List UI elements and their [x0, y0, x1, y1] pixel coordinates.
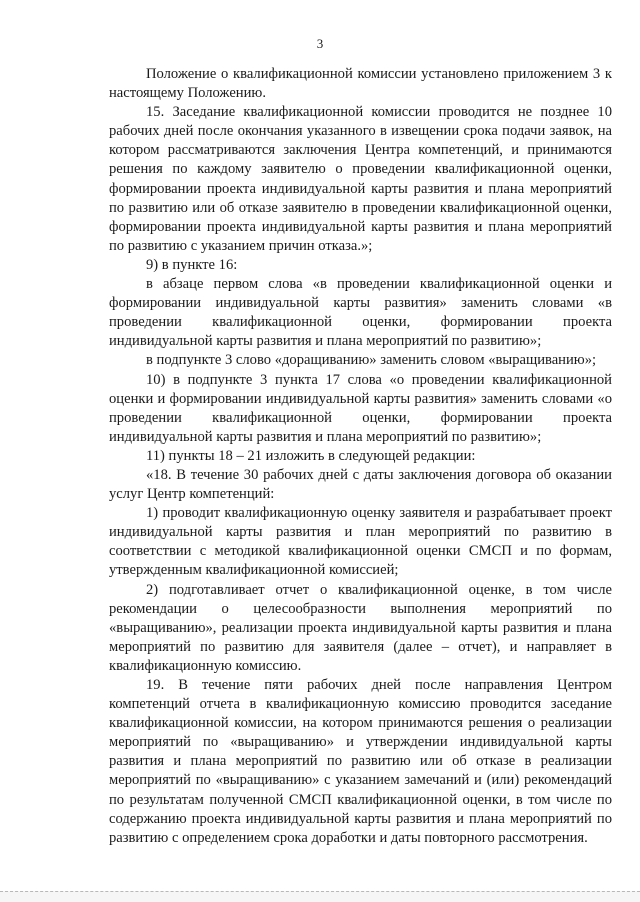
page-number: 3 [316, 36, 324, 51]
paragraph-amendment-9: 9) в пункте 16: [146, 256, 238, 273]
paragraph-clause-18: «18. В течение 30 рабочих дней с даты заключения договора об оказании услуг Центр компетенций: [109, 466, 612, 503]
paragraph-first-abzac: в абзаце первом слова «в проведении квалификационной оценки и формировании индивидуальной карты развития» заменить словами «в проведении квалификационной оценки, формировании проекта индивидуальной карты развития и плана мероприятий по развитию»; [109, 276, 612, 350]
document-body [109, 65, 612, 848]
paragraph-commission-regulation: Положение о квалификационной комиссии установлено приложением 3 к настоящему Положению. [109, 66, 612, 102]
paragraph-subclause-3: в подпункте 3 слово «доращиванию» заменить словом «выращиванию»; [146, 352, 597, 369]
paragraph-clause-18-item-1: 1) проводит квалификационную оценку заявителя и разрабатывает проект индивидуальной карты развития и план мероприятий по развитию в соответствии с методикой квалификационной оценки СМСП и по формам, утвержденным квалификационной комиссией; [109, 505, 612, 579]
paragraph-amendment-11: 11) пункты 18 – 21 изложить в следующей редакции: [146, 447, 476, 464]
paragraph-amendment-10: 10) в подпункте 3 пункта 17 слова «о проведении квалификационной оценки и формировании индивидуальной карты развития» заменить словами «о проведении квалификационной оценки, формировании проекта индивидуальной карты развития и плана мероприятий по развитию»; [109, 371, 612, 445]
scan-bottom-edge [0, 891, 640, 902]
paragraph-clause-19: 19. В течение пяти рабочих дней после направления Центром компетенций отчета в квалификационную комиссию проводится заседание квалификационной комиссии, на котором принимаются решения о реализации мероприятий по «выращиванию» и утверждении индивидуальной карты развития и плана мероприятий по развитию или об отказе в реализации мероприятий по «выращиванию» с указанием замечаний и (или) рекомендаций по результатам полученной СМСП квалификационной оценки, в том числе по содержанию проекта индивидуальной карты развития и плана мероприятий по развитию с определением срока доработки и даты повторного рассмотрения. [109, 677, 612, 846]
paragraph-clause-18-item-2: 2) подготавливает отчет о квалификационной оценке, в том числе рекомендации о целесообразности выполнения мероприятий по «выращиванию», реализации проекта индивидуальной карты развития и плана мероприятий по развитию для заявителя (далее – отчет), и направляет в квалификационную комиссию. [109, 581, 612, 674]
paragraph-clause-15: 15. Заседание квалификационной комиссии проводится не позднее 10 рабочих дней после окончания указанного в извещении срока подачи заявок, на котором рассматриваются заключения Центра компетенций, и принимаются решения по каждому заявителю о проведении квалификационной оценки, формировании проекта индивидуальной карты развития и плана мероприятий по развитию или об отказе заявителю в проведении квалификационной оценки, формировании проекта индивидуальной карты развития и плана мероприятий по развитию с указанием причин отказа.»; [109, 104, 612, 254]
